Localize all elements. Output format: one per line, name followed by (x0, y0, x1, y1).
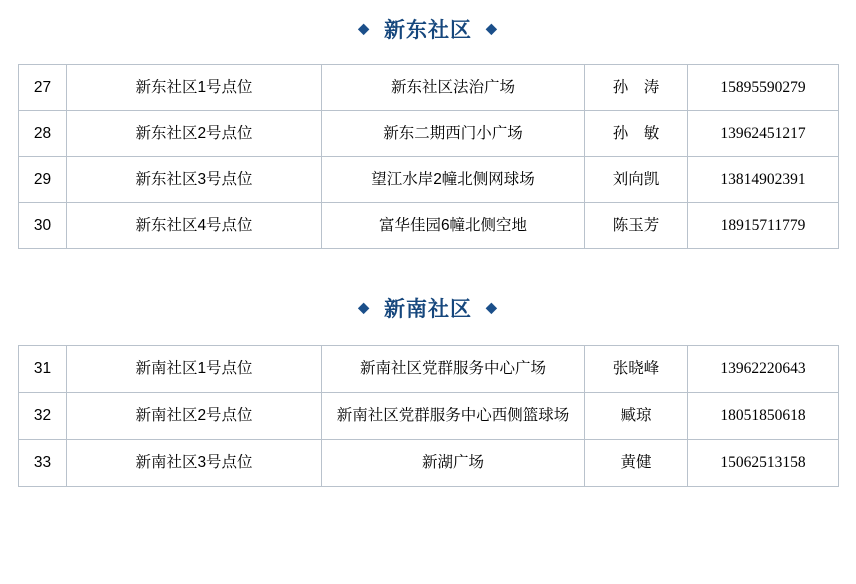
row-phone: 15062513158 (688, 440, 839, 487)
spacer-heading-table-1 (0, 44, 856, 64)
section-title: 新东社区 (384, 19, 472, 42)
row-person: 黄健 (585, 440, 688, 487)
row-person: 孙 敏 (585, 111, 688, 157)
table-row (19, 393, 839, 440)
diamond-left-icon: ◆ (358, 20, 370, 36)
spacer-heading-table-2 (0, 323, 856, 345)
table-row (19, 111, 839, 157)
row-index: 29 (19, 157, 67, 203)
spacer-top (0, 0, 856, 14)
row-person: 刘向凯 (585, 157, 688, 203)
row-phone: 13814902391 (688, 157, 839, 203)
row-person: 臧琼 (585, 393, 688, 440)
row-phone: 13962220643 (688, 346, 839, 393)
row-phone: 18051850618 (688, 393, 839, 440)
table-row (19, 65, 839, 111)
row-location: 新湖广场 (322, 440, 585, 487)
row-point-name: 新东社区4号点位 (67, 203, 322, 249)
row-location: 望江水岸2幢北侧网球场 (322, 157, 585, 203)
table-row (19, 203, 839, 249)
diamond-right-icon: ◆ (486, 299, 498, 315)
row-point-name: 新南社区2号点位 (67, 393, 322, 440)
row-point-name: 新南社区1号点位 (67, 346, 322, 393)
row-point-name: 新南社区3号点位 (67, 440, 322, 487)
row-index: 30 (19, 203, 67, 249)
diamond-left-icon: ◆ (358, 299, 370, 315)
row-person: 陈玉芳 (585, 203, 688, 249)
table-row (19, 157, 839, 203)
row-index: 33 (19, 440, 67, 487)
row-location: 富华佳园6幢北侧空地 (322, 203, 585, 249)
row-index: 27 (19, 65, 67, 111)
row-person: 张晓峰 (585, 346, 688, 393)
row-location: 新东二期西门小广场 (322, 111, 585, 157)
row-index: 28 (19, 111, 67, 157)
points-table-xinnan (18, 345, 839, 487)
table-row (19, 440, 839, 487)
section-xindong (0, 14, 856, 249)
section-heading-xindong (0, 14, 856, 44)
row-location: 新南社区党群服务中心广场 (322, 346, 585, 393)
section-xinnan (0, 293, 856, 487)
section-heading-xinnan (0, 293, 856, 323)
row-phone: 15895590279 (688, 65, 839, 111)
row-point-name: 新东社区1号点位 (67, 65, 322, 111)
row-phone: 18915711779 (688, 203, 839, 249)
row-phone: 13962451217 (688, 111, 839, 157)
row-point-name: 新东社区3号点位 (67, 157, 322, 203)
row-location: 新南社区党群服务中心西侧篮球场 (322, 393, 585, 440)
table-row (19, 346, 839, 393)
diamond-right-icon: ◆ (486, 20, 498, 36)
row-index: 32 (19, 393, 67, 440)
row-person: 孙 涛 (585, 65, 688, 111)
section-title: 新南社区 (384, 298, 472, 321)
points-table-xindong (18, 64, 839, 249)
row-index: 31 (19, 346, 67, 393)
spacer-between-sections (0, 249, 856, 293)
row-point-name: 新东社区2号点位 (67, 111, 322, 157)
row-location: 新东社区法治广场 (322, 65, 585, 111)
